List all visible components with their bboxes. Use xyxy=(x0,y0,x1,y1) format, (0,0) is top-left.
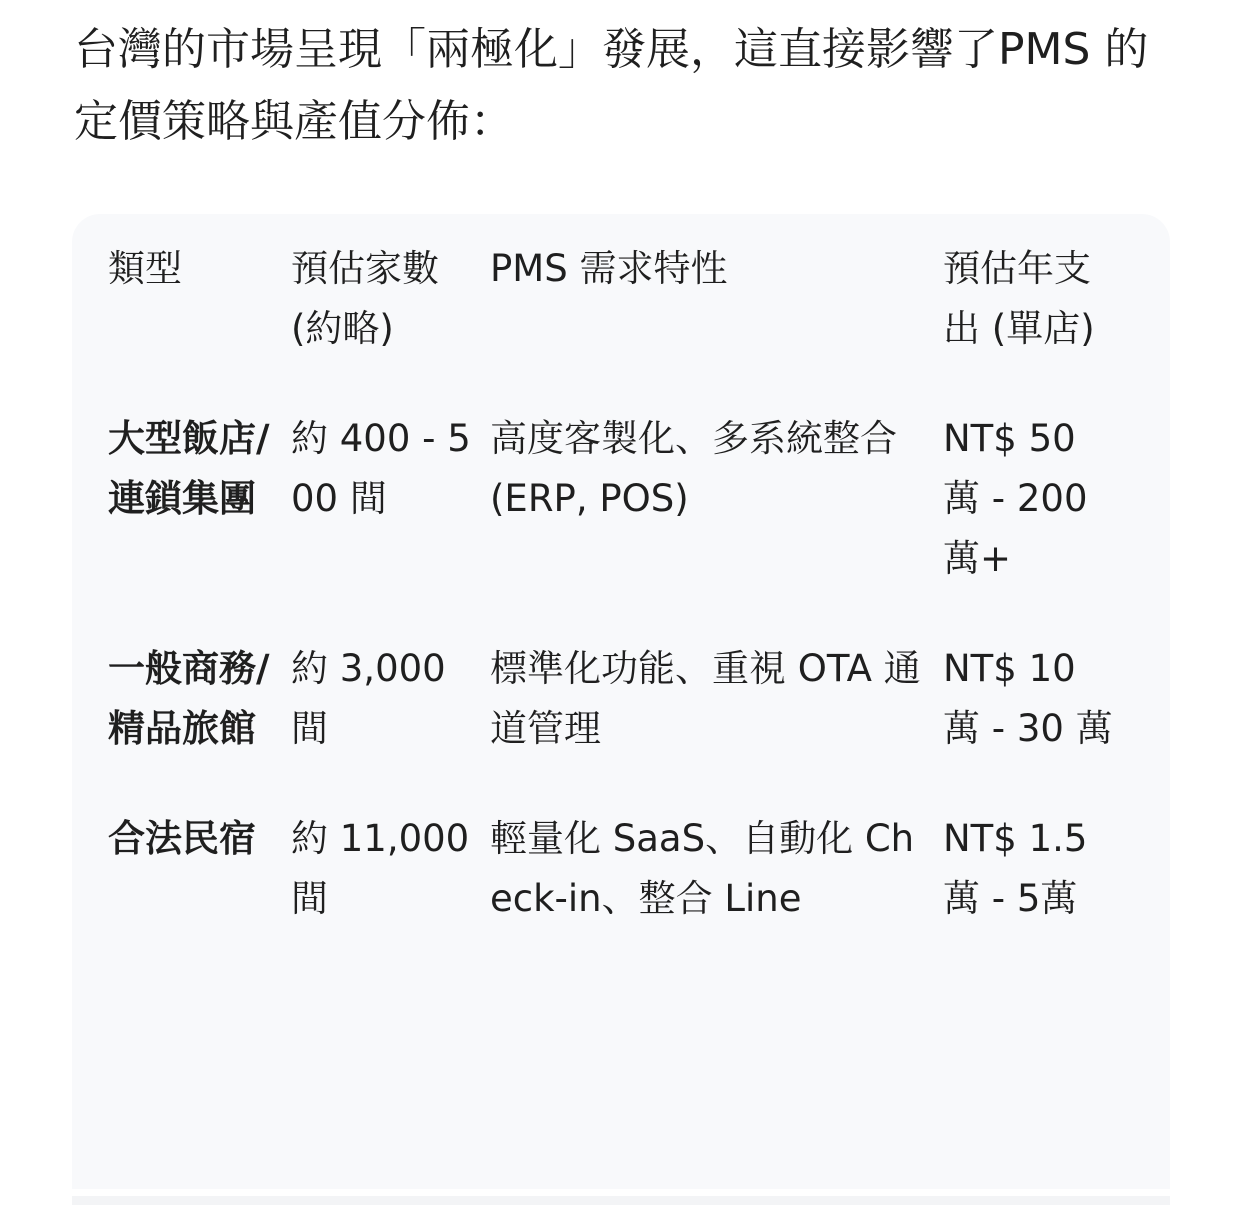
row-needs: 標準化功能、重視 OTA 通道管理 xyxy=(490,647,921,750)
header-needs: PMS 需求特性 xyxy=(490,247,728,290)
table-row xyxy=(72,809,1170,949)
header-count: 預估家數 (約略) xyxy=(291,247,439,350)
row-spend: NT$ 10 萬 - 30 萬 xyxy=(943,647,1113,750)
header-spend: 預估年支出 (單店) xyxy=(943,247,1095,350)
table-row xyxy=(72,639,1170,809)
row-needs: 高度客製化、多系統整合 (ERP, POS) xyxy=(490,417,897,520)
row-spend: NT$ 50 萬 - 200萬+ xyxy=(943,417,1088,580)
row-type: 合法民宿 xyxy=(108,817,256,860)
intro-paragraph: 台灣的市場呈現「兩極化」發展，這直接影響了PMS 的定價策略與產值分佈： xyxy=(74,24,1149,147)
market-table-card xyxy=(72,214,1170,1189)
table-scroll-edge xyxy=(72,1196,1170,1205)
row-type: 一般商務/精品旅館 xyxy=(108,647,270,750)
table-row xyxy=(72,409,1170,639)
market-segment-table xyxy=(72,214,1170,949)
table-header-row xyxy=(72,214,1170,409)
row-needs: 輕量化 SaaS、自動化 Check-in、整合 Line xyxy=(490,817,915,920)
header-type: 類型 xyxy=(108,247,182,290)
row-type: 大型飯店/連鎖集團 xyxy=(108,417,270,520)
row-count: 約 11,000 間 xyxy=(291,817,470,920)
row-spend: NT$ 1.5 萬 - 5萬 xyxy=(943,817,1088,920)
row-count: 約 400 - 500 間 xyxy=(291,417,471,520)
row-count: 約 3,000 間 xyxy=(291,647,446,750)
